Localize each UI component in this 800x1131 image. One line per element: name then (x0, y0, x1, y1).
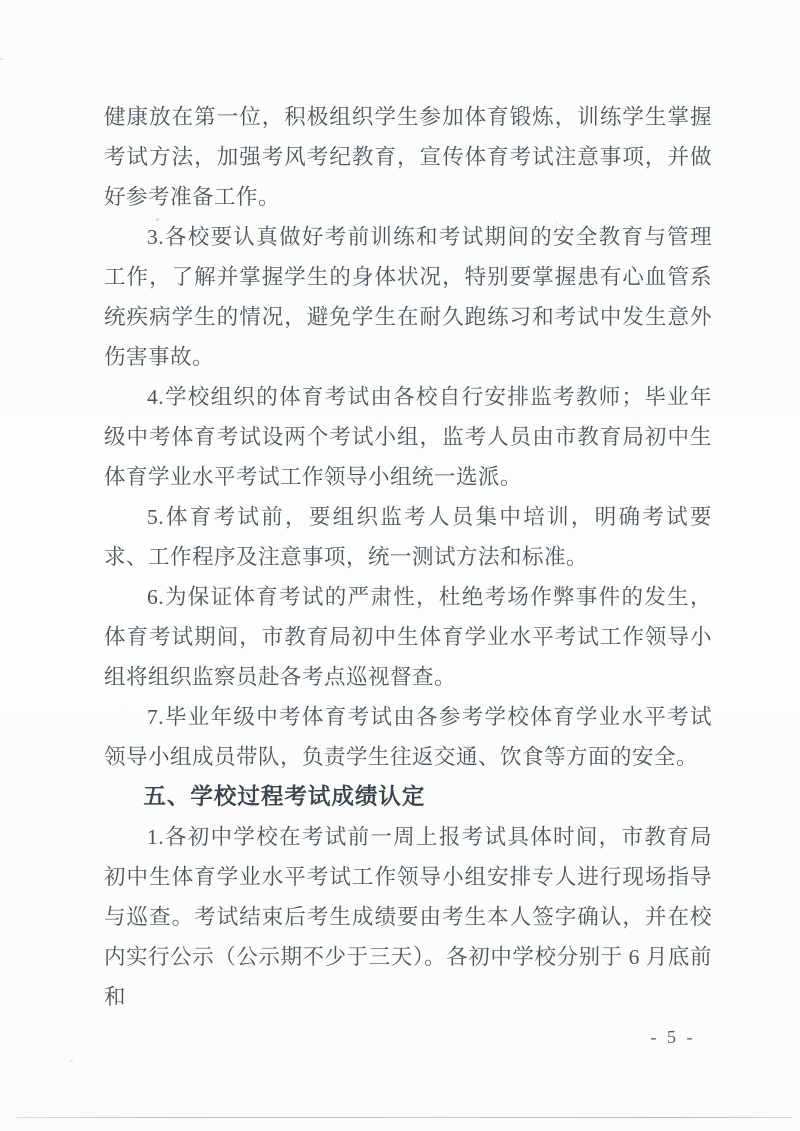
page-number: - 5 - (650, 1027, 696, 1047)
scan-speck (156, 218, 159, 221)
scan-speck (70, 1060, 73, 1062)
paragraph-continuation: 健康放在第一位，积极组织学生参加体育锻炼，训练学生掌握考试方法，加强考风考纪教育，宣传体育考试注意事项，并做好参考准备工作。 (104, 105, 712, 209)
paragraph-item-3: 3.各校要认真做好考前训练和考试期间的安全教育与管理工作，了解并掌握学生的身体状况，特别要掌握患有心血管系统疾病学生的情况，避免学生在耐久跑练习和考试中发生意外伤害事故。 (104, 225, 712, 369)
section-heading: 五、学校过程考试成绩认定 (143, 784, 426, 809)
scan-speck (556, 222, 558, 224)
paragraph-item-section5-1: 1.各初中学校在考试前一周上报考试具体时间，市教育局初中生体育学业水平考试工作领导小组安排专人进行现场指导与巡查。考试结束后考生成绩要由考生本人签字确认，并在校内实行公示（公示期不少于三天）。各初中学校分别于 6 月底前和 (104, 825, 712, 1009)
scan-artifact-line (16, 1117, 792, 1118)
paragraph-item-5: 5.体育考试前，要组织监考人员集中培训，明确考试要求、工作程序及注意事项，统一测试方法和标准。 (104, 505, 712, 569)
paragraph-item-6: 6.为保证体育考试的严肃性，杜绝考场作弊事件的发生，体育考试期间，市教育局初中生体育学业水平考试工作领导小组将组织监察员赴各考点巡视督查。 (104, 585, 712, 689)
paragraph-item-7: 7.毕业年级中考体育考试由各参考学校体育学业水平考试领导小组成员带队，负责学生往返交通、饮食等方面的安全。 (104, 705, 712, 769)
scan-speck (238, 225, 240, 227)
scan-speck (0, 58, 3, 60)
paragraph-item-4: 4.学校组织的体育考试由各校自行安排监考教师；毕业年级中考体育考试设两个考试小组，监考人员由市教育局初中生体育学业水平考试工作领导小组统一选派。 (104, 385, 712, 489)
document-body (104, 97, 712, 1017)
